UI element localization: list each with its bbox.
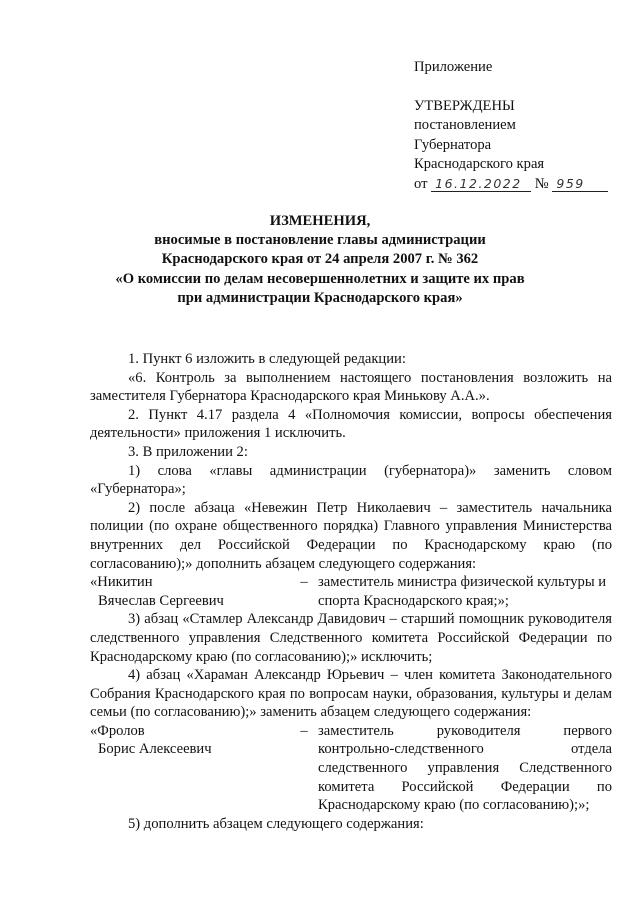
paragraph-7: 3) абзац «Стамлер Александр Давидович – старший помощник руководителя следственного управления Следственного комитета Российской Федерации по Краснодарскому краю (по согласованию);» исключить; <box>90 611 612 665</box>
member-surname: «Никитин <box>90 574 153 591</box>
document-body <box>90 350 612 833</box>
member-entry-frolov <box>90 722 612 815</box>
paragraph-8: 4) абзац «Хараман Александр Юрьевич – член комитета Законодательного Собрания Краснодарского края по вопросам науки, образования, культуры и делам семьи (по согласованию);» заменить абзацем следующего содержания: <box>90 667 612 721</box>
member-given-names: Борис Алексеевич <box>98 741 212 758</box>
title-subline-1: вносимые в постановление главы администрации <box>154 232 486 249</box>
approval-line-1: постановлением <box>414 117 516 133</box>
title-heading: ИЗМЕНЕНИЯ, <box>269 213 371 229</box>
approval-line-2: Губернатора <box>414 136 492 153</box>
paragraph-5: 1) слова «главы администрации (губернатора)» заменить словом «Губернатора»; <box>90 462 612 498</box>
approval-date-line <box>414 175 608 195</box>
title-subline-3: «О комиссии по делам несовершеннолетних и защите их прав <box>115 270 525 287</box>
member-description: заместитель министра физической культуры и спорта Краснодарского края;»; <box>318 574 607 609</box>
member-name-cell <box>90 573 290 610</box>
paragraph-4: 3. В приложении 2: <box>128 443 248 460</box>
appendix-label: Приложение <box>414 59 493 75</box>
member-name-cell <box>90 722 290 815</box>
date-handwritten: 16.12.2022 <box>431 176 531 192</box>
date-prefix: от <box>414 175 428 192</box>
title-subline-4: при администрации Краснодарского края» <box>177 289 463 306</box>
paragraph-6: 2) после абзаца «Невежин Петр Николаевич – заместитель начальника полиции (по охране общественного порядка) Главного управления Министерства внутренних дел Российской Федерации по Краснодарскому краю (по согласованию);» дополнить абзацем следующего содержания: <box>90 499 612 572</box>
approved-label: УТВЕРЖДЕНЫ <box>414 97 515 114</box>
paragraph-1: 1. Пункт 6 изложить в следующей редакции: <box>128 351 406 367</box>
approval-line-3: Краснодарского края <box>414 156 545 172</box>
member-dash: – <box>300 574 308 591</box>
approval-block <box>414 58 608 194</box>
title-subline-2: Краснодарского края от 24 апреля 2007 г. № 362 <box>161 251 479 268</box>
number-prefix: № <box>534 175 549 192</box>
paragraph-2: «6. Контроль за выполнением настоящего постановления возложить на заместителя Губернатора Краснодарского края Минькову А.А.». <box>90 369 612 405</box>
paragraph-3: 2. Пункт 4.17 раздела 4 «Полномочия комиссии, вопросы обеспечения деятельности» приложения 1 исключить. <box>90 406 612 442</box>
number-handwritten: 959 <box>552 176 608 192</box>
member-dash: – <box>300 722 308 739</box>
paragraph-9: 5) дополнить абзацем следующего содержания: <box>128 815 424 832</box>
member-description: заместитель руководителя первого контрольно-следственного отдела следственного управления Следственного комитета Российской Федерации по Краснодарскому краю (по согласованию);»; <box>318 722 612 814</box>
member-given-names: Вячеслав Сергеевич <box>98 592 224 609</box>
member-surname: «Фролов <box>90 722 145 739</box>
member-entry-nikitin <box>90 573 612 610</box>
document-title <box>84 212 556 308</box>
